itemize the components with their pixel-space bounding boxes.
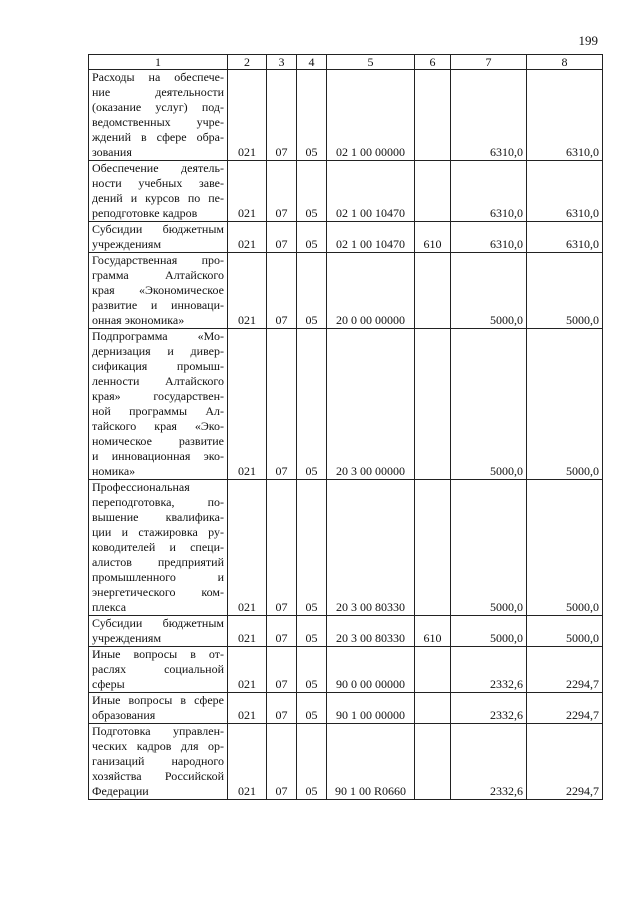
column-header: 5 (327, 55, 415, 70)
cell-expense-type (415, 480, 451, 616)
item-name-line: Профессиональная (92, 480, 190, 494)
item-name-line: сферы (92, 677, 125, 691)
cell-subsection-code: 05 (297, 253, 327, 329)
cell-item-name (89, 480, 228, 616)
cell-item-name (89, 329, 228, 480)
item-name-line: ководителей и специ- (92, 540, 224, 554)
cell-section-code: 07 (267, 253, 297, 329)
item-name-line: сификация промыш- (92, 359, 224, 373)
cell-ministry-code: 021 (228, 724, 267, 800)
cell-ministry-code: 021 (228, 616, 267, 647)
cell-ministry-code: 021 (228, 161, 267, 222)
item-name-line: энергетического ком- (92, 585, 224, 599)
cell-amount-col8: 6310,0 (527, 70, 603, 161)
item-name-line: вышение квалифика- (92, 510, 224, 524)
cell-item-name (89, 724, 228, 800)
cell-target-article: 90 1 00 R0660 (327, 724, 415, 800)
cell-amount-col8: 2294,7 (527, 647, 603, 693)
cell-expense-type (415, 329, 451, 480)
item-name-line: ности учебных заве- (92, 176, 224, 190)
cell-ministry-code: 021 (228, 70, 267, 161)
item-name-line: ческих кадров для ор- (92, 739, 224, 753)
cell-target-article: 02 1 00 10470 (327, 161, 415, 222)
cell-amount-col8: 6310,0 (527, 161, 603, 222)
cell-target-article: 20 3 00 80330 (327, 480, 415, 616)
column-header: 6 (415, 55, 451, 70)
table-row (89, 647, 603, 693)
column-header: 4 (297, 55, 327, 70)
item-name-line: ждений в сфере обра- (92, 130, 224, 144)
item-name-line: хозяйства Российской (92, 769, 224, 783)
cell-subsection-code: 05 (297, 70, 327, 161)
item-name-line: дений и курсов по пе- (92, 191, 224, 205)
budget-table (88, 54, 603, 800)
cell-section-code: 07 (267, 329, 297, 480)
cell-amount-col7: 5000,0 (451, 616, 527, 647)
item-name-line: ции и стажировка ру- (92, 525, 224, 539)
item-name-line: учреждениям (92, 631, 162, 645)
cell-target-article: 20 3 00 80330 (327, 616, 415, 647)
table-row (89, 222, 603, 253)
cell-expense-type (415, 693, 451, 724)
column-header: 3 (267, 55, 297, 70)
cell-subsection-code: 05 (297, 647, 327, 693)
item-name-line: развитие и инноваци- (92, 298, 224, 312)
cell-target-article: 02 1 00 00000 (327, 70, 415, 161)
cell-amount-col8: 5000,0 (527, 480, 603, 616)
cell-section-code: 07 (267, 693, 297, 724)
cell-amount-col8: 5000,0 (527, 253, 603, 329)
cell-ministry-code: 021 (228, 253, 267, 329)
cell-amount-col8: 6310,0 (527, 222, 603, 253)
item-name-line: раслях социальной (92, 662, 224, 676)
cell-subsection-code: 05 (297, 222, 327, 253)
column-number-row (89, 55, 603, 70)
cell-amount-col7: 2332,6 (451, 724, 527, 800)
item-name-line: Субсидии бюджетным (92, 222, 224, 236)
item-name-line: ленности Алтайского (92, 374, 224, 388)
cell-item-name (89, 70, 228, 161)
item-name-line: (оказание услуг) под- (92, 100, 224, 114)
cell-target-article: 02 1 00 10470 (327, 222, 415, 253)
cell-ministry-code: 021 (228, 329, 267, 480)
item-name-line: номика» (92, 464, 136, 478)
item-name-line: зования (92, 145, 132, 159)
item-name-line: реподготовке кадров (92, 206, 198, 220)
item-name-line: Подготовка управлен- (92, 724, 224, 738)
cell-item-name (89, 616, 228, 647)
cell-subsection-code: 05 (297, 161, 327, 222)
cell-expense-type (415, 161, 451, 222)
table-body (89, 70, 603, 800)
cell-item-name (89, 253, 228, 329)
cell-ministry-code: 021 (228, 480, 267, 616)
cell-subsection-code: 05 (297, 616, 327, 647)
cell-amount-col7: 6310,0 (451, 70, 527, 161)
cell-expense-type: 610 (415, 616, 451, 647)
cell-amount-col8: 5000,0 (527, 329, 603, 480)
column-header: 2 (228, 55, 267, 70)
cell-ministry-code: 021 (228, 647, 267, 693)
item-name-line: дернизация и дивер- (92, 344, 224, 358)
column-header: 8 (527, 55, 603, 70)
cell-section-code: 07 (267, 480, 297, 616)
item-name-line: Расходы на обеспече- (92, 70, 224, 84)
item-name-line: Федерации (92, 784, 149, 798)
cell-target-article: 90 0 00 00000 (327, 647, 415, 693)
table-row (89, 480, 603, 616)
column-header: 7 (451, 55, 527, 70)
table-row (89, 70, 603, 161)
item-name-line: края «Экономическое (92, 283, 224, 297)
item-name-line: тайского края «Эко- (92, 419, 224, 433)
item-name-line: учреждениям (92, 237, 162, 251)
cell-section-code: 07 (267, 222, 297, 253)
cell-item-name (89, 647, 228, 693)
item-name-line: Субсидии бюджетным (92, 616, 224, 630)
column-header: 1 (89, 55, 228, 70)
item-name-line: онная экономика» (92, 313, 185, 327)
cell-amount-col7: 5000,0 (451, 253, 527, 329)
cell-section-code: 07 (267, 161, 297, 222)
item-name-line: номическое развитие (92, 434, 224, 448)
item-name-line: ганизаций народного (92, 754, 224, 768)
cell-expense-type (415, 253, 451, 329)
item-name-line: края» государствен- (92, 389, 224, 403)
cell-amount-col7: 2332,6 (451, 647, 527, 693)
cell-ministry-code: 021 (228, 222, 267, 253)
cell-item-name (89, 693, 228, 724)
item-name-line: переподготовка, по- (92, 495, 224, 509)
cell-expense-type (415, 647, 451, 693)
item-name-line: Подпрограмма «Мо- (92, 329, 224, 343)
cell-subsection-code: 05 (297, 724, 327, 800)
cell-subsection-code: 05 (297, 693, 327, 724)
table-row (89, 329, 603, 480)
item-name-line: промышленного и (92, 570, 224, 584)
cell-amount-col8: 5000,0 (527, 616, 603, 647)
cell-item-name (89, 161, 228, 222)
table-row (89, 724, 603, 800)
cell-target-article: 20 3 00 00000 (327, 329, 415, 480)
item-name-line: Обеспечение деятель- (92, 161, 224, 175)
cell-section-code: 07 (267, 724, 297, 800)
item-name-line: Иные вопросы в от- (92, 647, 224, 661)
cell-section-code: 07 (267, 70, 297, 161)
item-name-line: Государственная про- (92, 253, 224, 267)
page-number: 199 (578, 33, 598, 48)
item-name-line: образования (92, 708, 156, 722)
item-name-line: Иные вопросы в сфере (92, 693, 224, 707)
table-row (89, 253, 603, 329)
table-row (89, 616, 603, 647)
cell-section-code: 07 (267, 647, 297, 693)
cell-expense-type (415, 724, 451, 800)
cell-section-code: 07 (267, 616, 297, 647)
item-name-line: грамма Алтайского (92, 268, 224, 282)
item-name-line: ние деятельности (92, 85, 224, 99)
cell-expense-type (415, 70, 451, 161)
cell-ministry-code: 021 (228, 693, 267, 724)
item-name-line: алистов предприятий (92, 555, 224, 569)
cell-target-article: 90 1 00 00000 (327, 693, 415, 724)
cell-amount-col7: 5000,0 (451, 329, 527, 480)
cell-expense-type: 610 (415, 222, 451, 253)
cell-amount-col7: 5000,0 (451, 480, 527, 616)
item-name-line: плекса (92, 600, 127, 614)
cell-amount-col7: 6310,0 (451, 161, 527, 222)
table-row (89, 693, 603, 724)
item-name-line: ведомственных учре- (92, 115, 224, 129)
table-row (89, 161, 603, 222)
cell-amount-col7: 6310,0 (451, 222, 527, 253)
cell-target-article: 20 0 00 00000 (327, 253, 415, 329)
item-name-line: ной программы Ал- (92, 404, 224, 418)
cell-subsection-code: 05 (297, 480, 327, 616)
cell-amount-col7: 2332,6 (451, 693, 527, 724)
cell-item-name (89, 222, 228, 253)
cell-amount-col8: 2294,7 (527, 724, 603, 800)
cell-amount-col8: 2294,7 (527, 693, 603, 724)
item-name-line: и инновационная эко- (92, 449, 224, 463)
cell-subsection-code: 05 (297, 329, 327, 480)
